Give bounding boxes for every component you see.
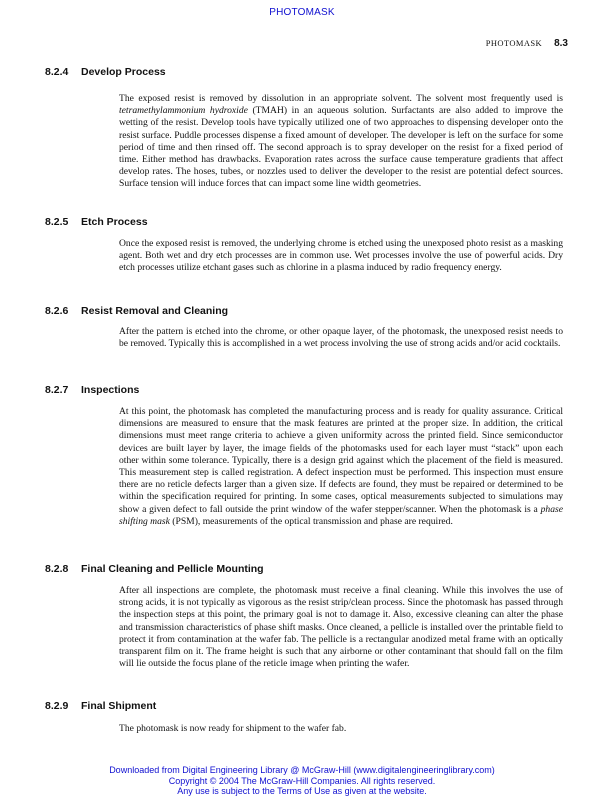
section-paragraph: After the pattern is etched into the chrome, or other opaque layer, of the photomask, the unexposed resist needs to be removed. Typically this is accomplished in a wet process involving the use of strong acids and/or acid cocktails. bbox=[119, 326, 563, 350]
section-paragraph: After all inspections are complete, the photomask must receive a final cleaning. While this involves the use of strong acids, it is not typically as vigorous as the resist strip/clean process. Since the photomask has passed through the inspection steps at this point, the primary goal is not to damage it. Also, excessive cleaning can alter the phase and transmission characteristics of phase shift masks. Once cleaned, a pellicle is installed over the printable field to protect it from contamination at the wafer fab. The pellicle is a rectangular anodized metal frame with an optically transparent film on it. The frame height is such that any airborne or other contaminant that should fall on the film will lie outside the focus plane of the reticle image when printing the wafer. bbox=[119, 585, 563, 670]
section-number: 8.2.8 bbox=[45, 563, 69, 575]
section-heading bbox=[45, 66, 166, 78]
footer-download-link[interactable]: Downloaded from Digital Engineering Library @ McGraw-Hill (www.digitalengineeringlibrary.com) bbox=[109, 765, 495, 775]
section-number: 8.2.6 bbox=[45, 305, 69, 317]
section-title: Develop Process bbox=[81, 66, 166, 78]
section-title: Etch Process bbox=[81, 216, 148, 228]
running-head bbox=[486, 38, 568, 49]
top-banner: PHOTOMASK bbox=[269, 7, 335, 18]
section-paragraph: At this point, the photomask has completed the manufacturing process and is ready for quality assurance. Critical dimensions are measured to ensure that the mask features are printed at the proper size. In addition, the critical dimensions must meet range criteria to achieve a given uniformity across the printed field. Since semiconductor devices are built layer by layer, the image fields of the photomasks used for each layer must “stack” upon each other within some tolerance. Typically, there is a design grid against which the placement of the field is measured. This measurement step is called registration. A defect inspection must be performed. This inspection must ensure there are no reticle defects larger than a given size. If defects are found, they must be repaired or determined to be within the specification required for printing. In some cases, optical measurements subjected to simulations may show a given defect to fall outside the print window of the wafer stepper/scanner. When the photomask is a phase shifting mask (PSM), measurements of the optical transmission and phase are required. bbox=[119, 406, 563, 527]
section-heading bbox=[45, 384, 139, 396]
section-title: Resist Removal and Cleaning bbox=[81, 305, 229, 317]
section-title: Final Cleaning and Pellicle Mounting bbox=[81, 563, 264, 575]
footer-notice bbox=[0, 765, 604, 797]
section-heading bbox=[45, 700, 156, 712]
section-paragraph: The photomask is now ready for shipment to the wafer fab. bbox=[119, 723, 347, 734]
section-paragraph: The exposed resist is removed by dissolution in an appropriate solvent. The solvent most frequently used is tetramethylammonium hydroxide (TMAH) in an aqueous solution. Surfactants are also added to improve the wetting of the resist. Develop tools have typically utilized one of two approaches to dispensing developer onto the resist surface. Puddle processes dispense a fixed amount of developer. The developer is left on the surface for some period of time and then rinsed off. The second approach is to spray developer on the resist for a fixed period of time. Either method has drawbacks. Evaporation rates across the surface cause temperature gradients that affect develop rates. The hoses, tubes, or nozzles used to deliver the developer to the resist are potential defect sources. Surface tension will induce forces that can impact some line width geometries. bbox=[119, 93, 563, 190]
section-heading bbox=[45, 216, 148, 228]
section-title: Final Shipment bbox=[81, 700, 157, 712]
emphasis-term: tetramethylammonium hydroxide bbox=[119, 105, 248, 117]
section-heading bbox=[45, 563, 264, 575]
footer-copyright: Copyright © 2004 The McGraw-Hill Companies. All rights reserved. bbox=[168, 775, 436, 786]
section-number: 8.2.7 bbox=[45, 384, 69, 396]
page-number: 8.3 bbox=[554, 38, 568, 49]
section-heading bbox=[45, 305, 228, 317]
section-title: Inspections bbox=[81, 384, 140, 396]
running-head-title: PHOTOMASK bbox=[485, 38, 543, 48]
section-number: 8.2.5 bbox=[45, 216, 69, 228]
footer-terms-link[interactable]: Any use is subject to the Terms of Use as given at the website. bbox=[177, 786, 427, 796]
section-number: 8.2.9 bbox=[45, 700, 69, 712]
section-number: 8.2.4 bbox=[45, 66, 69, 78]
section-paragraph: Once the exposed resist is removed, the underlying chrome is etched using the unexposed photo resist as a masking agent. Both wet and dry etch processes are in common use. Wet processes involve the use of powerful acids. Dry etch processes utilize etchant gases such as chlorine in a plasma induced by radio frequency energy. bbox=[119, 238, 563, 274]
emphasis-term: phase shifting mask bbox=[119, 503, 563, 527]
